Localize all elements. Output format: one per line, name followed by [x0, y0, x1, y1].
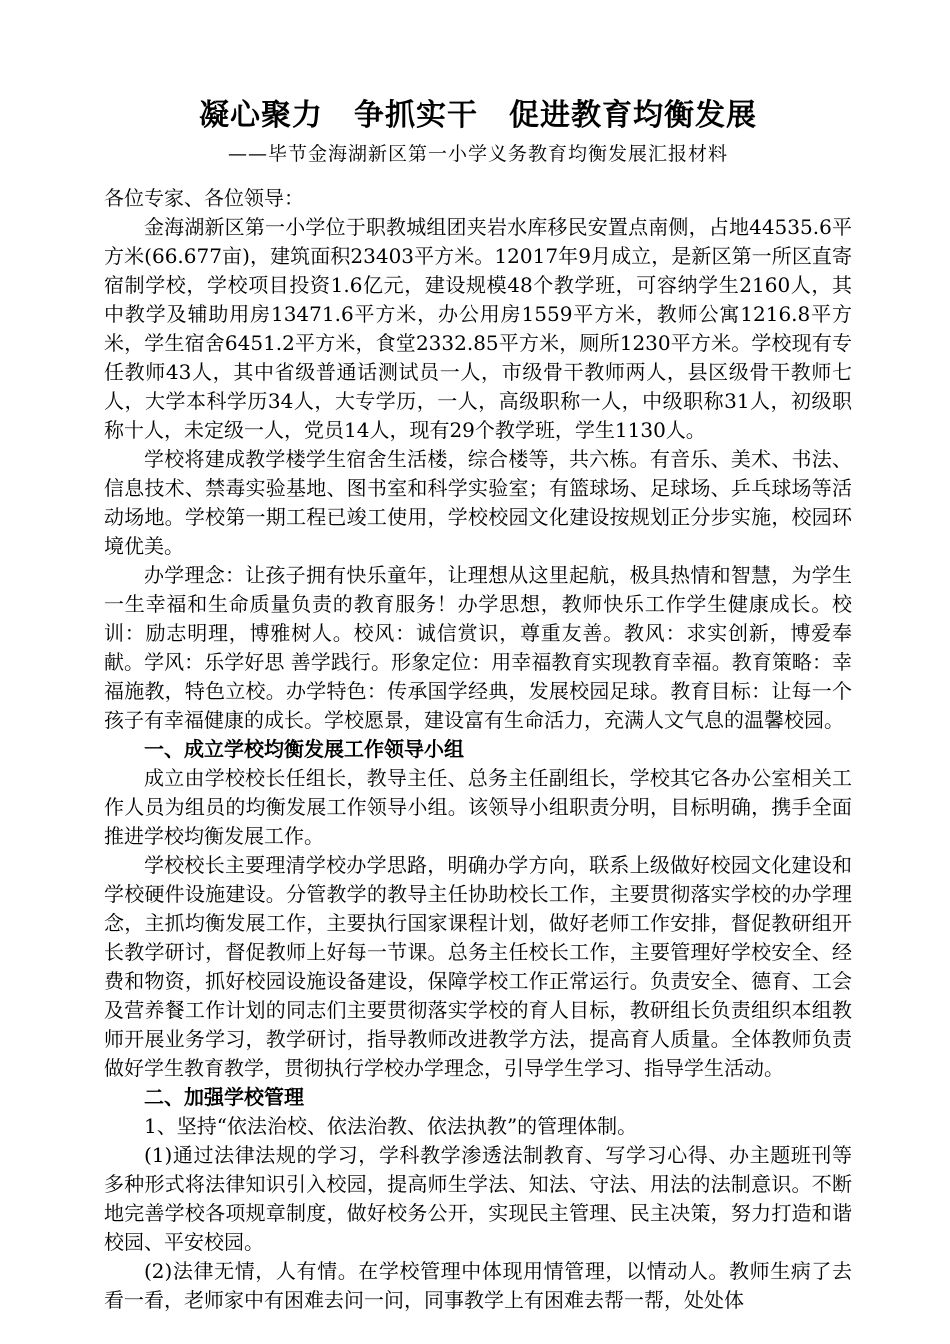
paragraph-philosophy: 办学理念：让孩子拥有快乐童年，让理想从这里起航，极具热情和智慧，为学生一生幸福和生命质量负责的教育服务！办学思想，教师快乐工作学生健康成长。校训：励志明理，博雅树人。校风：诚信赏识，尊重友善。教风：求实创新，博爱奉献。学风：乐学好思 善学践行。形象定位：用幸福教育实现教育幸福。教育策略：幸福施教，特色立校。办学特色：传承国学经典，发展校园足球。教育目标：让每一个孩子有幸福健康的成长。学校愿景，建设富有生命活力，充满人文气息的温馨校园。 [104, 563, 852, 732]
section-2-paragraph: 1、坚持“依法治校、依法治教、依法执教”的管理体制。 [144, 1114, 638, 1138]
document-page [104, 96, 852, 1315]
section-1-paragraph: 成立由学校校长任组长，教导主任、总务主任副组长，学校其它各办公室相关工作人员为组员的均衡发展工作领导小组。该领导小组职责分明，目标明确，携手全面推进学校均衡发展工作。 [104, 766, 852, 848]
document-title: 凝心聚力 争抓实干 促进教育均衡发展 [199, 98, 757, 133]
salutation: 各位专家、各位领导： [104, 186, 304, 210]
document-subtitle: ——毕节金海湖新区第一小学义务教育均衡发展汇报材料 [227, 143, 728, 165]
section-2-paragraph: (1)通过法律法规的学习，学科教学渗透法制教育、写学习心得、办主题班刊等多种形式将法律知识引入校园，提高师生学法、知法、守法、用法的法制意识。不断地完善学校各项规章制度，做好校务公开，实现民主管理、民主决策，努力打造和谐校园、平安校园。 [104, 1143, 852, 1254]
section-1-paragraph: 学校校长主要理清学校办学思路，明确办学方向，联系上级做好校园文化建设和学校硬件设施建设。分管教学的教导主任协助校长工作，主要贯彻落实学校的办学理念，主抓均衡发展工作，主要执行国家课程计划，做好老师工作安排，督促教研组开长教学研讨，督促教师上好每一节课。总务主任校长工作，主要管理好学校安全、经费和物资，抓好校园设施设备建设，保障学校工作正常运行。负责安全、德育、工会及营养餐工作计划的同志们主要贯彻落实学校的育人目标，教研组长负责组织本组教师开展业务学习，教学研讨，指导教师改进教学方法，提高育人质量。全体教师负责做好学生教育教学，贯彻执行学校办学理念，引导学生学习、指导学生活动。 [104, 853, 852, 1080]
paragraph-intro: 金海湖新区第一小学位于职教城组团夹岩水库移民安置点南侧，占地44535.6平方米(66.677亩)，建筑面积23403平方米。12017年9月成立，是新区第一所区直寄宿制学校，学校项目投资1.6亿元，建设规模48个教学班，可容纳学生2160人，其中教学及辅助用房13471.6平方米，办公用房1559平方米，教师公寓1216.8平方米，学生宿舍6451.2平方米，食堂2332.85平方米，厕所1230平方米。学校现有专任教师43人，其中省级普通话测试员一人，市级骨干教师两人，县区级骨干教师七人，大学本科学历34人，大专学历，一人，高级职称一人，中级职称31人，初级职称十人，未定级一人，党员14人，现有29个教学班，学生1130人。 [104, 215, 852, 442]
section-1-heading: 一、成立学校均衡发展工作领导小组 [144, 737, 464, 761]
section-2-paragraph: (2)法律无情，人有情。在学校管理中体现用情管理，以情动人。教师生病了去看一看，老师家中有困难去问一问，同事教学上有困难去帮一帮，处处体 [104, 1259, 852, 1312]
section-2-heading: 二、加强学校管理 [144, 1085, 304, 1109]
paragraph-facilities: 学校将建成教学楼学生宿舍生活楼，综合楼等，共六栋。有音乐、美术、书法、信息技术、禁毒实验基地、图书室和科学实验室；有篮球场、足球场、乒乓球场等活动场地。学校第一期工程已竣工使用，学校校园文化建设按规划正分步实施，校园环境优美。 [104, 447, 852, 558]
